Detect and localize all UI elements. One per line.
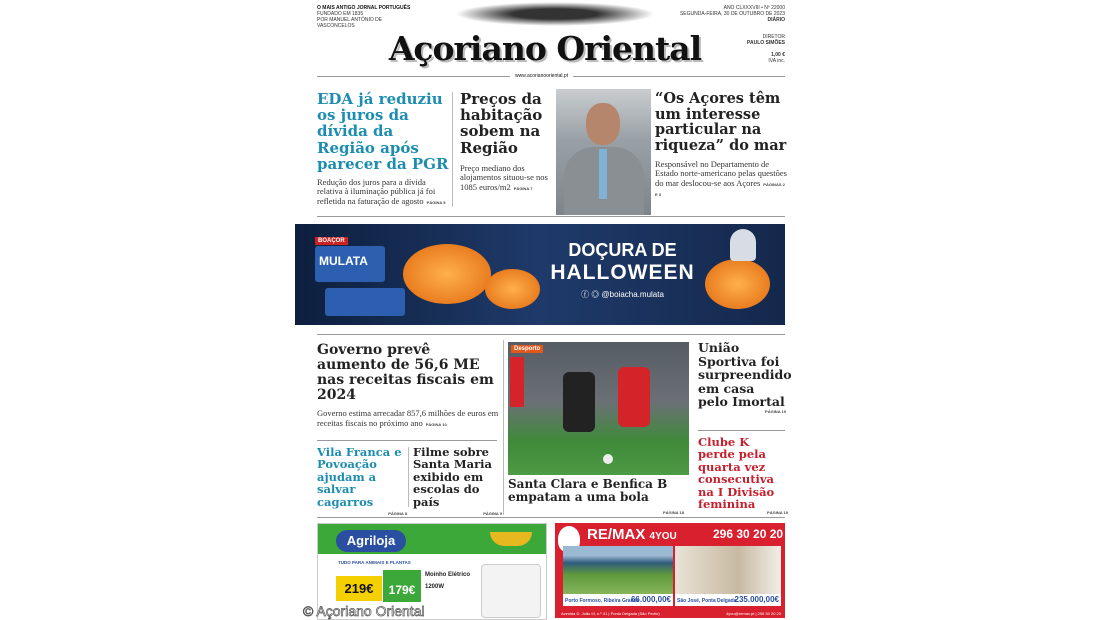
headline[interactable]: Vila Franca e Povoação ajudam a salvar cagarros — [317, 445, 402, 509]
listing-photo-1 — [563, 546, 673, 594]
date: SEGUNDA-FEIRA, 30 DE OUTUBRO DE 2023 — [679, 11, 785, 17]
social — [540, 289, 705, 300]
page-ref: PÁGINA 7 — [513, 185, 533, 191]
story-uniao[interactable] — [698, 340, 792, 414]
listing-2-price: 235.000,00€ — [734, 595, 779, 604]
remax-ad[interactable] — [555, 523, 785, 618]
agriloja-logo: Agriloja — [336, 530, 406, 552]
remax-address: Avenida D. João III, n.º 41 | Ponta Delgada (São Pedro) — [561, 611, 660, 616]
price-value: 1,00 € — [771, 52, 785, 58]
brand-logo: BOAÇOR — [315, 237, 348, 245]
headline[interactable]: Clube K perde pela quarta vez consecutiva na I Divisão feminina — [698, 435, 775, 512]
facebook-icon: ⓕ — [581, 290, 590, 299]
story-cagarros[interactable] — [317, 446, 407, 516]
page-ref: PÁGINA 19 — [767, 510, 788, 516]
headline[interactable]: Preços da habitação sobem na Região — [460, 90, 543, 157]
halloween-banner-ad[interactable] — [295, 224, 785, 325]
lede — [655, 160, 787, 200]
listing-photo-2 — [675, 546, 781, 594]
remax-logo — [587, 526, 677, 543]
headline[interactable]: Filme sobre Santa Maria exibido em escolas do país — [413, 445, 492, 509]
product-box-2 — [325, 288, 405, 316]
page-ref: PÁGINA 5 — [426, 199, 446, 205]
ghost-icon — [730, 229, 756, 261]
page-ref: PÁGINA 9 — [483, 511, 502, 517]
social-handle: @boiacha.mulata — [601, 290, 664, 299]
director-label: DIRETOR — [762, 34, 785, 40]
pumpkin-icon — [485, 269, 540, 309]
price — [768, 52, 785, 64]
pumpkin-icon — [403, 244, 491, 304]
headline[interactable]: União Sportiva foi surpreendido em casa pelo Imortal — [698, 340, 792, 409]
story-santa-maria[interactable] — [413, 446, 502, 516]
lede — [317, 178, 450, 208]
remax-phone: 296 30 20 20 — [713, 527, 784, 541]
lede — [460, 164, 552, 194]
director-name: PAULO SIMÕES — [747, 40, 785, 46]
banner-title — [540, 240, 705, 300]
agriloja-tagline: TUDO PARA ANIMAIS E PLANTAS — [338, 560, 411, 565]
page-ref: PÁGINA 18 — [663, 510, 684, 515]
price-old: 219€ — [336, 576, 382, 601]
product-name: Moinho Elétrico — [425, 572, 470, 578]
story-santa-clara[interactable] — [508, 478, 693, 504]
pumpkin-icon — [705, 259, 770, 309]
page-ref: PÁGINAS 2 E 3 — [655, 181, 785, 198]
masthead-issue-info — [665, 5, 785, 23]
listing-2 — [675, 594, 781, 606]
title-line-1: DOÇURA DE — [568, 240, 677, 260]
product-box: MULATA — [315, 246, 385, 282]
story-clube-k[interactable] — [698, 436, 788, 515]
director — [747, 34, 785, 46]
founded: FUNDADO EM 1835 — [317, 11, 364, 17]
title-line-2: HALLOWEEN — [550, 261, 695, 284]
story-eda[interactable] — [317, 91, 450, 207]
lede — [317, 409, 501, 429]
masthead-title: Açoriano Oriental — [388, 29, 702, 68]
ball-icon — [603, 454, 613, 464]
issue: ANO CLXXXVIII • Nº 22000 — [723, 5, 785, 11]
headline[interactable]: “Os Açores têm um interesse particular na riqueza” do mar — [655, 90, 787, 154]
remax-contact: 4you@remax.pt | 296 30 20 20 — [726, 611, 781, 616]
listing-2-place: São José, Ponta Delgada — [677, 598, 737, 604]
price-new: 179€ — [383, 570, 421, 602]
instagram-icon: ◎ — [591, 290, 600, 299]
story-habitacao[interactable] — [460, 91, 552, 193]
listing-1 — [563, 594, 673, 606]
founder: POR MANUEL ANTÓNIO DE VASCONCELOS — [317, 17, 383, 29]
lede-text: Responsável no Departamento de Estado norte-americano pelas questões do mar deslocou-se aos Açores — [655, 158, 787, 188]
vat: IVA inc. — [768, 58, 785, 64]
website-link[interactable]: www.acorianooriental.pt — [510, 73, 573, 79]
page-ref: PÁGINA 8 — [388, 511, 407, 517]
mill-bucket — [481, 564, 541, 618]
remax-brand: RE/MAX — [587, 526, 646, 543]
product-info — [425, 572, 470, 590]
eagle-logo-icon — [455, 2, 655, 26]
headline[interactable]: Governo prevê aumento de 56,6 ME nas receitas fiscais em 2024 — [317, 342, 494, 404]
player-dark — [563, 372, 595, 432]
section-tag: Desporto — [511, 345, 543, 353]
headline[interactable]: Santa Clara e Benfica B empatam a uma bola — [508, 477, 668, 504]
player-red-2 — [510, 357, 524, 407]
listing-1-place: Porto Formoso, Ribeira Grande — [565, 598, 640, 604]
story-acores[interactable] — [655, 91, 787, 200]
remax-sub: 4YOU — [649, 531, 677, 542]
headline[interactable]: EDA já reduziu os juros da dívida da Região após parecer da PGR — [317, 90, 449, 173]
frequency: DIÁRIO — [767, 17, 785, 23]
football-photo — [508, 342, 689, 475]
story-governo[interactable] — [317, 343, 501, 429]
lede-text: Redução dos juros para a dívida relativa à iluminação pública já foi refletida na faturação de agosto — [317, 176, 436, 206]
listing-1-price: 66.000,00€ — [630, 595, 671, 604]
masthead-founded — [317, 11, 412, 29]
product-power: 1200W — [425, 584, 445, 590]
page-ref: PÁGINA 19 — [765, 408, 786, 414]
player-red — [618, 367, 650, 427]
page-ref: PÁGINA 10 — [425, 421, 447, 427]
lede-text: Governo estima arrecadar 857,6 milhões de euros em receitas fiscais no próximo ano — [317, 408, 499, 428]
lede-text: Preço mediano dos alojamentos situou-se nos 1085 euros/m2 — [460, 162, 548, 192]
watermark: © Açoriano Oriental — [303, 603, 425, 619]
masthead-tagline: O MAIS ANTIGO JORNAL PORTUGUÊS — [317, 5, 411, 11]
portrait-photo — [556, 89, 651, 215]
